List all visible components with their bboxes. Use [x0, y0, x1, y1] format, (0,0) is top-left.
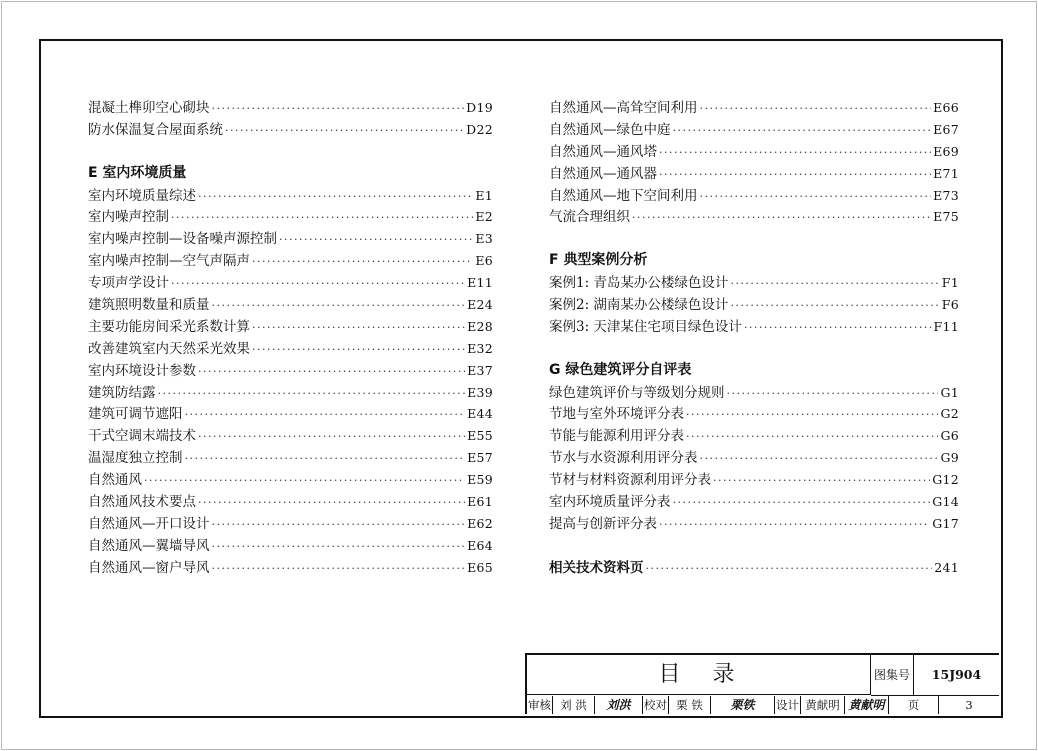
- leader-dots: [686, 426, 938, 448]
- toc-entry: [549, 294, 959, 316]
- toc-entry: [549, 447, 959, 469]
- toc-entry-page: D19: [466, 100, 493, 115]
- toc-entry-page: E24: [467, 297, 493, 313]
- toc-entry-title: 自然通风—开口设计: [88, 515, 210, 532]
- leader-dots: [686, 404, 938, 426]
- toc-entry: [88, 272, 493, 294]
- toc-entry: [88, 294, 493, 316]
- toc-entry-page: E11: [467, 275, 493, 291]
- toc-entry: [549, 206, 959, 228]
- toc-entry-title: 室内噪声控制—设备噪声源控制: [88, 231, 277, 248]
- toc-entry-title: 主要功能房间采光系数计算: [88, 318, 250, 335]
- toc-entry: [88, 338, 493, 360]
- spacer: [88, 141, 493, 163]
- toc-entry-page: E1: [475, 187, 493, 203]
- page-label: 页: [889, 696, 939, 714]
- toc-entry-title: 建筑可调节遮阳: [88, 406, 183, 423]
- toc-entry-page: E59: [467, 472, 493, 488]
- toc-entry-page: E32: [467, 340, 493, 356]
- toc-entry-title: 自然通风技术要点: [88, 494, 196, 511]
- toc-entry-title: 案例2: 湖南某办公楼绿色设计: [549, 297, 729, 314]
- toc-entry-page: G2: [940, 406, 959, 422]
- toc-entry-title: 提高与创新评分表: [549, 515, 657, 532]
- toc-entry-page: E55: [467, 428, 493, 444]
- toc-entry-page: G6: [940, 428, 959, 444]
- toc-entry: [549, 97, 959, 119]
- leader-dots: [185, 404, 466, 426]
- toc-entry-page: E28: [467, 318, 493, 334]
- leader-dots: [225, 120, 464, 142]
- toc-entry: [88, 469, 493, 491]
- leader-dots: [212, 558, 466, 580]
- toc-entry: [88, 228, 493, 250]
- toc-entry: [549, 425, 959, 447]
- toc-entry: [88, 513, 493, 535]
- toc-entry-page: E66: [933, 100, 959, 115]
- toc-entry-title: 节能与能源利用评分表: [549, 428, 684, 445]
- leader-dots: [646, 558, 933, 580]
- toc-entry: [549, 513, 959, 535]
- leader-dots: [700, 186, 932, 208]
- toc-entry: [88, 403, 493, 425]
- leader-dots: [212, 98, 465, 120]
- toc-entry: [549, 469, 959, 491]
- leader-dots: [252, 251, 473, 273]
- toc-entry-page: E71: [933, 165, 959, 181]
- leader-dots: [713, 470, 930, 492]
- leader-dots: [730, 295, 939, 317]
- toc-entry-page: G9: [940, 450, 959, 466]
- toc-entry-page: E73: [933, 187, 959, 203]
- checker-name: 栗 铁: [669, 696, 711, 714]
- check-label: 校对: [644, 698, 667, 712]
- leader-dots: [279, 229, 473, 251]
- reviewer-signature: 刘洪: [595, 696, 643, 714]
- toc-entry: [88, 491, 493, 513]
- leader-dots: [252, 339, 465, 361]
- toc-entry-page: E37: [467, 362, 493, 378]
- toc-entry-page: E2: [475, 209, 493, 225]
- toc-entry: [549, 141, 959, 163]
- toc-entry-page: 241: [934, 559, 959, 575]
- leader-dots: [632, 207, 931, 229]
- leader-dots: [673, 120, 932, 142]
- page-number: 3: [965, 698, 973, 712]
- toc-entry-page: E69: [933, 143, 959, 159]
- toc-entry-page: F11: [933, 318, 959, 334]
- toc-entry-page: G12: [932, 472, 959, 488]
- toc-entry-page: E61: [467, 494, 493, 510]
- toc-entry-title: 室内噪声控制: [88, 209, 169, 226]
- toc-entry: [549, 163, 959, 185]
- toc-entry-title: 自然通风—高耸空间利用: [549, 100, 698, 116]
- review-label: 审核: [528, 698, 551, 712]
- toc-entry: [88, 119, 493, 141]
- toc-entry: [549, 491, 959, 513]
- toc-entry-title: 节水与水资源利用评分表: [549, 450, 698, 467]
- toc-entry-title: 室内环境质量综述: [88, 187, 196, 204]
- leader-dots: [730, 273, 939, 295]
- atlas-number: 15J904: [914, 655, 999, 696]
- leader-dots: [198, 492, 465, 514]
- toc-entry-page: E39: [467, 384, 493, 400]
- toc-entry-title: 室内环境设计参数: [88, 362, 196, 379]
- toc-entry: [88, 425, 493, 447]
- toc-entry-page: E3: [475, 231, 493, 247]
- leader-dots: [673, 492, 931, 514]
- toc-entry-title: 专项声学设计: [88, 275, 169, 292]
- toc-entry-title: 建筑照明数量和质量: [88, 297, 210, 314]
- toc-entry-page: F6: [941, 297, 959, 313]
- leader-dots: [171, 207, 473, 229]
- leader-dots: [198, 426, 465, 448]
- sheet-title: 目录: [527, 655, 871, 695]
- toc-entry: [88, 360, 493, 382]
- toc-entry-title: 节材与材料资源利用评分表: [549, 472, 711, 489]
- toc-entry-title: 节地与室外环境评分表: [549, 406, 684, 423]
- toc-entry-page: G14: [932, 494, 959, 510]
- leader-dots: [659, 514, 930, 536]
- toc-entry-title: 自然通风—翼墙导风: [88, 537, 210, 554]
- leader-dots: [659, 142, 931, 164]
- toc-entry-page: D22: [466, 121, 493, 137]
- atlas-number-label: 图集号: [871, 655, 914, 696]
- toc-entry: [88, 382, 493, 404]
- toc-entry-page: E44: [467, 406, 493, 422]
- toc-entry: [88, 535, 493, 557]
- toc-entry: [549, 316, 959, 338]
- leader-dots: [212, 536, 466, 558]
- toc-entry-page: E67: [933, 121, 959, 137]
- section-heading: E 室内环境质量: [88, 164, 187, 181]
- toc-entry-title: 案例1: 青岛某办公楼绿色设计: [549, 275, 729, 292]
- toc-entry-title: 自然通风—绿色中庭: [549, 121, 671, 138]
- toc-entry: [549, 557, 959, 579]
- leader-dots: [700, 98, 932, 120]
- leader-dots: [252, 317, 465, 339]
- toc-entry-title: 气流合理组织: [549, 209, 630, 226]
- toc-entry: [549, 272, 959, 294]
- signature-row: [527, 696, 999, 714]
- toc-entry: [88, 557, 493, 579]
- toc-entry-title: 混凝土榫卯空心砌块: [88, 100, 210, 116]
- spacer: [549, 338, 959, 360]
- leader-dots: [659, 164, 931, 186]
- toc-entry-title: 干式空调末端技术: [88, 428, 196, 445]
- toc-entry: [88, 250, 493, 272]
- toc-left-column: [88, 97, 493, 579]
- designer-signature: 黄献明: [845, 696, 889, 714]
- toc-entry-page: F1: [941, 275, 959, 291]
- toc-entry-page: E75: [933, 209, 959, 225]
- designer-name: 黄献明: [801, 696, 845, 714]
- leader-dots: [144, 470, 465, 492]
- toc-entry: [88, 316, 493, 338]
- toc-entry-page: G1: [940, 384, 959, 400]
- toc-entry-title: 防水保温复合屋面系统: [88, 121, 223, 138]
- toc-entry-title: 自然通风—窗户导风: [88, 559, 210, 576]
- toc-entry-page: E57: [467, 450, 493, 466]
- toc-entry-page: E6: [475, 253, 493, 269]
- leader-dots: [212, 514, 466, 536]
- toc-entry: [549, 382, 959, 404]
- leader-dots: [212, 295, 466, 317]
- toc-entry-page: G17: [932, 515, 959, 531]
- toc-entry-title: 室内噪声控制—空气声隔声: [88, 253, 250, 270]
- leader-dots: [700, 448, 939, 470]
- section-heading: F 典型案例分析: [549, 252, 648, 269]
- toc-entry-title: 室内环境质量评分表: [549, 494, 671, 511]
- toc-entry: [88, 97, 493, 119]
- toc-entry-title: 自然通风—通风塔: [549, 143, 657, 160]
- toc-entry: [549, 403, 959, 425]
- toc-entry: [88, 447, 493, 469]
- toc-entry: [549, 119, 959, 141]
- toc-entry-title: 自然通风—地下空间利用: [549, 187, 698, 204]
- toc-entry: [88, 206, 493, 228]
- title-block: [525, 653, 999, 714]
- toc-entry-title: 绿色建筑评价与等级划分规则: [549, 384, 725, 401]
- toc-entry: [549, 185, 959, 207]
- toc-entry-title: 温湿度独立控制: [88, 450, 183, 467]
- design-label: 设计: [776, 698, 799, 712]
- section-heading: G 绿色建筑评分自评表: [549, 361, 692, 378]
- toc-entry-page: E65: [467, 559, 493, 575]
- leader-dots: [198, 186, 473, 208]
- toc-entry-page: E64: [467, 537, 493, 553]
- toc-entry-title: 案例3: 天津某住宅项目绿色设计: [549, 318, 742, 335]
- toc-entry-title: 自然通风: [88, 472, 142, 489]
- toc-entry-page: E62: [467, 515, 493, 531]
- toc-entry: [88, 185, 493, 207]
- checker-signature: 栗铁: [711, 696, 775, 714]
- leader-dots: [727, 383, 939, 405]
- toc-entry-title: 自然通风—通风器: [549, 165, 657, 182]
- leader-dots: [744, 317, 932, 339]
- toc-entry-title: 相关技术资料页: [549, 559, 644, 576]
- toc-entry-title: 建筑防结露: [88, 384, 156, 401]
- spacer: [549, 535, 959, 557]
- leader-dots: [171, 273, 465, 295]
- toc-right-column: [549, 97, 959, 579]
- leader-dots: [198, 361, 465, 383]
- spacer: [549, 228, 959, 250]
- leader-dots: [158, 383, 466, 405]
- toc-entry-title: 改善建筑室内天然采光效果: [88, 340, 250, 357]
- leader-dots: [185, 448, 466, 470]
- reviewer-name: 刘 洪: [553, 696, 595, 714]
